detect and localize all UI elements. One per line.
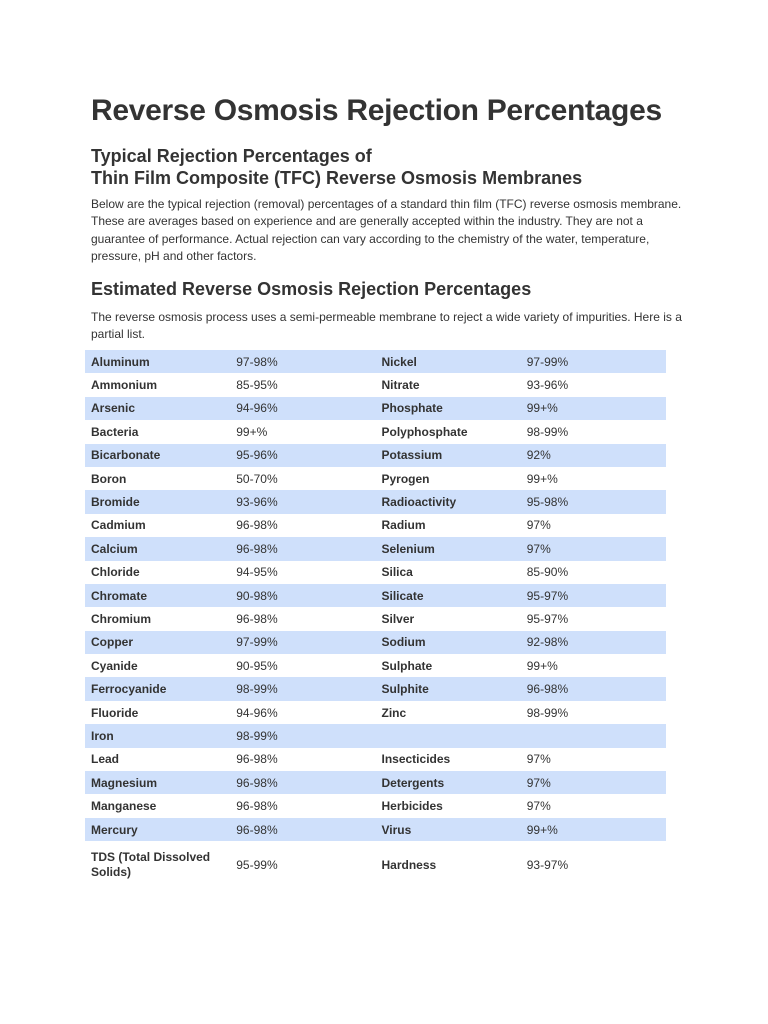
- contaminant-name: Sulphite: [376, 677, 521, 700]
- rejection-value: 96-98%: [236, 752, 278, 767]
- rejection-value: 97%: [521, 771, 666, 794]
- rejection-value: 92%: [521, 444, 666, 467]
- rejection-value: 90-95%: [236, 658, 278, 673]
- table-row: [85, 537, 666, 560]
- table-row: [85, 584, 666, 607]
- table-row: [85, 561, 666, 584]
- contaminant-name: Chloride: [91, 565, 140, 580]
- rejection-value: 96-98%: [230, 537, 375, 560]
- contaminant-name: Detergents: [376, 771, 521, 794]
- rejection-value: 95-96%: [230, 444, 375, 467]
- table-row: [85, 654, 666, 677]
- rejection-value: 50-70%: [236, 471, 278, 486]
- table-row: [85, 607, 666, 630]
- rejection-value: 90-98%: [230, 584, 375, 607]
- rejection-table-body: [85, 350, 666, 889]
- rejection-value: 96-98%: [230, 818, 375, 841]
- contaminant-name: Cyanide: [91, 658, 138, 673]
- contaminant-name: Phosphate: [376, 397, 521, 420]
- table-row: [85, 514, 666, 537]
- table-row: [85, 771, 666, 794]
- contaminant-name: Chromate: [85, 584, 230, 607]
- contaminant-name: Silica: [381, 565, 413, 580]
- rejection-value: 96-98%: [230, 771, 375, 794]
- contaminant-name: [376, 724, 521, 747]
- rejection-value: 94-96%: [230, 397, 375, 420]
- contaminant-name: Bromide: [85, 490, 230, 513]
- rejection-value: 96-98%: [236, 518, 278, 533]
- rejection-value: 98-99%: [526, 424, 569, 439]
- contaminant-name: Magnesium: [85, 771, 230, 794]
- table-row: [85, 794, 666, 817]
- subtitle: [91, 145, 582, 189]
- table-row: [85, 397, 666, 420]
- contaminant-name: Pyrogen: [381, 471, 430, 486]
- table-row: [85, 701, 666, 724]
- table-row: [85, 724, 666, 747]
- rejection-value: 97%: [521, 537, 666, 560]
- table-row: [85, 677, 666, 700]
- table-row: [85, 841, 666, 889]
- rejection-value: 95-97%: [521, 584, 666, 607]
- table-row: [85, 350, 666, 373]
- contaminant-name: Copper: [85, 631, 230, 654]
- rejection-value: 98-99%: [230, 724, 375, 747]
- contaminant-name: Selenium: [376, 537, 521, 560]
- contaminant-name: Sulphate: [381, 658, 433, 673]
- rejection-value: 97-99%: [230, 631, 375, 654]
- rejection-value: 85-90%: [526, 565, 569, 580]
- table-row: [85, 490, 666, 513]
- contaminant-name: Ferrocyanide: [85, 677, 230, 700]
- contaminant-name: Insecticides: [381, 752, 451, 767]
- rejection-value: 97%: [526, 752, 551, 767]
- table-row: [85, 818, 666, 841]
- table-row: [85, 748, 666, 771]
- contaminant-name: Cadmium: [91, 518, 146, 533]
- subtitle-line-1: Typical Rejection Percentages of: [91, 146, 372, 166]
- rejection-value: [521, 724, 666, 747]
- rejection-value: 85-95%: [236, 378, 278, 393]
- contaminant-name: Zinc: [381, 705, 407, 720]
- contaminant-name: Fluoride: [91, 705, 139, 720]
- contaminant-name: Nickel: [376, 350, 521, 373]
- rejection-table: [85, 350, 666, 889]
- rejection-value: 93-97%: [526, 857, 569, 872]
- rejection-value: 95-99%: [236, 857, 278, 872]
- contaminant-name: Ammonium: [91, 378, 157, 393]
- contaminant-name: Lead: [91, 752, 120, 767]
- contaminant-name: Polyphosphate: [381, 424, 468, 439]
- contaminant-name: Arsenic: [85, 397, 230, 420]
- page-title: Reverse Osmosis Rejection Percentages: [91, 94, 662, 127]
- rejection-value: 97%: [526, 799, 551, 814]
- table-row: [85, 444, 666, 467]
- rejection-value: 95-97%: [526, 611, 569, 626]
- partial-list-paragraph: The reverse osmosis process uses a semi-permeable membrane to reject a wide variety of impurities. Here is a partial list.: [91, 310, 682, 342]
- rejection-value: 92-98%: [521, 631, 666, 654]
- rejection-value: 99+%: [521, 818, 666, 841]
- contaminant-name: Bicarbonate: [85, 444, 230, 467]
- contaminant-name: Mercury: [85, 818, 230, 841]
- table-row: [85, 420, 666, 443]
- rejection-value: 96-98%: [236, 611, 278, 626]
- contaminant-name: Bacteria: [91, 424, 139, 439]
- rejection-value: 95-98%: [521, 490, 666, 513]
- rejection-value: 98-99%: [526, 705, 569, 720]
- contaminant-name: Boron: [91, 471, 127, 486]
- rejection-value: 97-99%: [521, 350, 666, 373]
- subtitle-line-2: Thin Film Composite (TFC) Reverse Osmosis Membranes: [91, 168, 583, 188]
- rejection-value: 99+%: [236, 424, 268, 439]
- rejection-value: 99+%: [526, 658, 558, 673]
- rejection-value: 99+%: [521, 397, 666, 420]
- contaminant-name: Sodium: [376, 631, 521, 654]
- rejection-value: 94-95%: [236, 565, 278, 580]
- contaminant-name: Nitrate: [381, 378, 420, 393]
- rejection-value: 97%: [526, 518, 551, 533]
- contaminant-name: Potassium: [376, 444, 521, 467]
- contaminant-name: Virus: [376, 818, 521, 841]
- contaminant-name: Iron: [85, 724, 230, 747]
- contaminant-name: Herbicides: [381, 799, 443, 814]
- table-row: [85, 631, 666, 654]
- table-row: [85, 373, 666, 396]
- contaminant-name: Silicate: [376, 584, 521, 607]
- rejection-value: 93-96%: [230, 490, 375, 513]
- rejection-value: 96-98%: [236, 799, 278, 814]
- contaminant-name: Radioactivity: [376, 490, 521, 513]
- contaminant-name: Aluminum: [85, 350, 230, 373]
- rejection-value: 97-98%: [230, 350, 375, 373]
- intro-paragraph: Below are the typical rejection (removal) percentages of a standard thin film (TFC) reverse osmosis membrane. These are averages based on experience and are generally accepted within the industry. They are not a guarantee of performance. Actual rejection can vary according to the chemistry of the water, temperature, pressure, pH and other factors.: [91, 197, 682, 263]
- contaminant-name: Silver: [381, 611, 415, 626]
- rejection-value: 96-98%: [521, 677, 666, 700]
- rejection-value: 98-99%: [230, 677, 375, 700]
- rejection-value: 93-96%: [526, 378, 569, 393]
- contaminant-name: Manganese: [91, 799, 157, 814]
- estimated-heading: Estimated Reverse Osmosis Rejection Percentages: [91, 279, 532, 299]
- contaminant-name: Radium: [381, 518, 426, 533]
- contaminant-name: Calcium: [85, 537, 230, 560]
- rejection-value: 94-96%: [236, 705, 278, 720]
- contaminant-name: Hardness: [381, 857, 437, 872]
- table-row: [85, 467, 666, 490]
- rejection-value: 99+%: [526, 471, 558, 486]
- contaminant-name: Chromium: [91, 611, 151, 626]
- contaminant-name: TDS (Total Dissolved Solids): [91, 850, 211, 880]
